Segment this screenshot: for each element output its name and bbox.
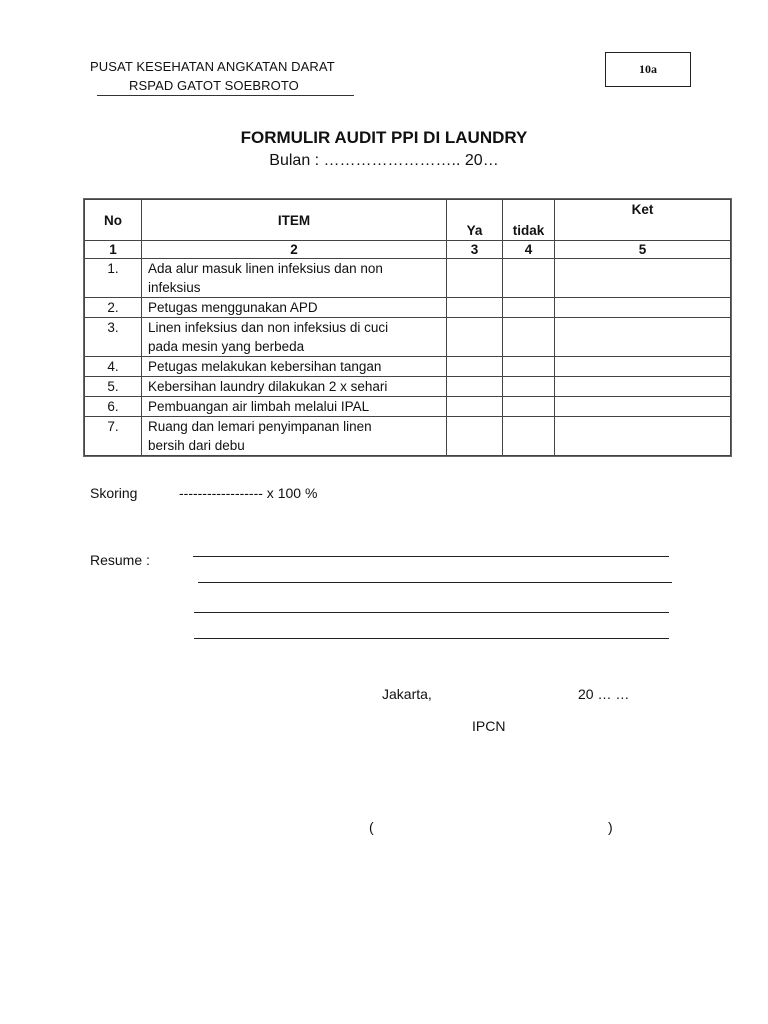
row-item xyxy=(142,357,447,377)
item-line: Linen infeksius dan non infeksius di cuci xyxy=(148,320,389,335)
table-row xyxy=(85,318,731,357)
item-line: Petugas melakukan kebersihan tangan xyxy=(148,359,382,374)
resume-line[interactable] xyxy=(194,638,669,639)
row-item xyxy=(142,377,447,397)
item-line: Pembuangan air limbah melalui IPAL xyxy=(148,399,370,414)
form-title: FORMULIR AUDIT PPI DI LAUNDRY xyxy=(240,128,528,147)
header-no: No xyxy=(85,200,142,241)
signature-paren-open: ( xyxy=(369,819,374,835)
scoring-label: Skoring xyxy=(90,485,138,501)
row-item xyxy=(142,397,447,417)
header-item: ITEM xyxy=(142,200,447,241)
row-item xyxy=(142,298,447,318)
header-ya: Ya xyxy=(447,200,503,241)
organization-name: PUSAT KESEHATAN ANGKATAN DARAT xyxy=(90,59,335,74)
tidak-cell[interactable] xyxy=(503,397,555,417)
row-number: 2. xyxy=(85,298,142,318)
row-item xyxy=(142,318,447,357)
signature-city: Jakarta, xyxy=(382,686,432,702)
resume-label: Resume : xyxy=(90,552,150,568)
ket-cell[interactable] xyxy=(555,357,731,377)
column-number: 4 xyxy=(503,241,555,259)
signature-paren-close: ) xyxy=(608,819,613,835)
tidak-cell[interactable] xyxy=(503,259,555,298)
table-row xyxy=(85,417,731,456)
row-number: 3. xyxy=(85,318,142,357)
item-line: pada mesin yang berbeda xyxy=(148,339,305,354)
column-number: 2 xyxy=(142,241,447,259)
table-row xyxy=(85,259,731,298)
table-row xyxy=(85,377,731,397)
column-number: 5 xyxy=(555,241,731,259)
ya-cell[interactable] xyxy=(447,397,503,417)
row-item xyxy=(142,417,447,456)
ya-cell[interactable] xyxy=(447,357,503,377)
item-line: infeksius xyxy=(148,280,201,295)
row-number: 5. xyxy=(85,377,142,397)
row-number: 6. xyxy=(85,397,142,417)
ya-cell[interactable] xyxy=(447,377,503,397)
hospital-name: RSPAD GATOT SOEBROTO xyxy=(129,78,299,93)
item-line: Petugas menggunakan APD xyxy=(148,300,318,315)
tidak-cell[interactable] xyxy=(503,298,555,318)
ya-cell[interactable] xyxy=(447,298,503,318)
tidak-cell[interactable] xyxy=(503,318,555,357)
row-number: 4. xyxy=(85,357,142,377)
table-header-row xyxy=(85,200,731,241)
ya-cell[interactable] xyxy=(447,417,503,456)
form-period: Bulan : …………………….. 20… xyxy=(269,152,499,169)
signature-year: 20 … … xyxy=(578,686,630,702)
item-line: bersih dari debu xyxy=(148,438,245,453)
signature-role: IPCN xyxy=(472,718,506,734)
column-number: 1 xyxy=(85,241,142,259)
header-ket: Ket xyxy=(555,200,731,241)
table-row xyxy=(85,357,731,377)
row-item xyxy=(142,259,447,298)
tidak-cell[interactable] xyxy=(503,417,555,456)
header-underline xyxy=(97,95,354,96)
scoring-formula: ------------------ x 100 % xyxy=(179,485,318,501)
column-number: 3 xyxy=(447,241,503,259)
form-code-box: 10a xyxy=(605,52,691,87)
item-line: Ruang dan lemari penyimpanan linen xyxy=(148,419,372,434)
ket-cell[interactable] xyxy=(555,259,731,298)
row-number: 1. xyxy=(85,259,142,298)
item-line: Kebersihan laundry dilakukan 2 x sehari xyxy=(148,379,388,394)
ket-cell[interactable] xyxy=(555,377,731,397)
tidak-cell[interactable] xyxy=(503,377,555,397)
ket-cell[interactable] xyxy=(555,318,731,357)
table-row xyxy=(85,397,731,417)
ya-cell[interactable] xyxy=(447,318,503,357)
ya-cell[interactable] xyxy=(447,259,503,298)
item-line: Ada alur masuk linen infeksius dan non xyxy=(148,261,383,276)
tidak-cell[interactable] xyxy=(503,357,555,377)
ket-cell[interactable] xyxy=(555,417,731,456)
table-row xyxy=(85,298,731,318)
resume-line[interactable] xyxy=(198,582,672,583)
ket-cell[interactable] xyxy=(555,397,731,417)
header-tidak: tidak xyxy=(503,200,555,241)
table-number-row xyxy=(85,241,731,259)
resume-line[interactable] xyxy=(194,612,669,613)
row-number: 7. xyxy=(85,417,142,456)
audit-table xyxy=(84,199,731,456)
resume-line[interactable] xyxy=(193,556,669,557)
ket-cell[interactable] xyxy=(555,298,731,318)
